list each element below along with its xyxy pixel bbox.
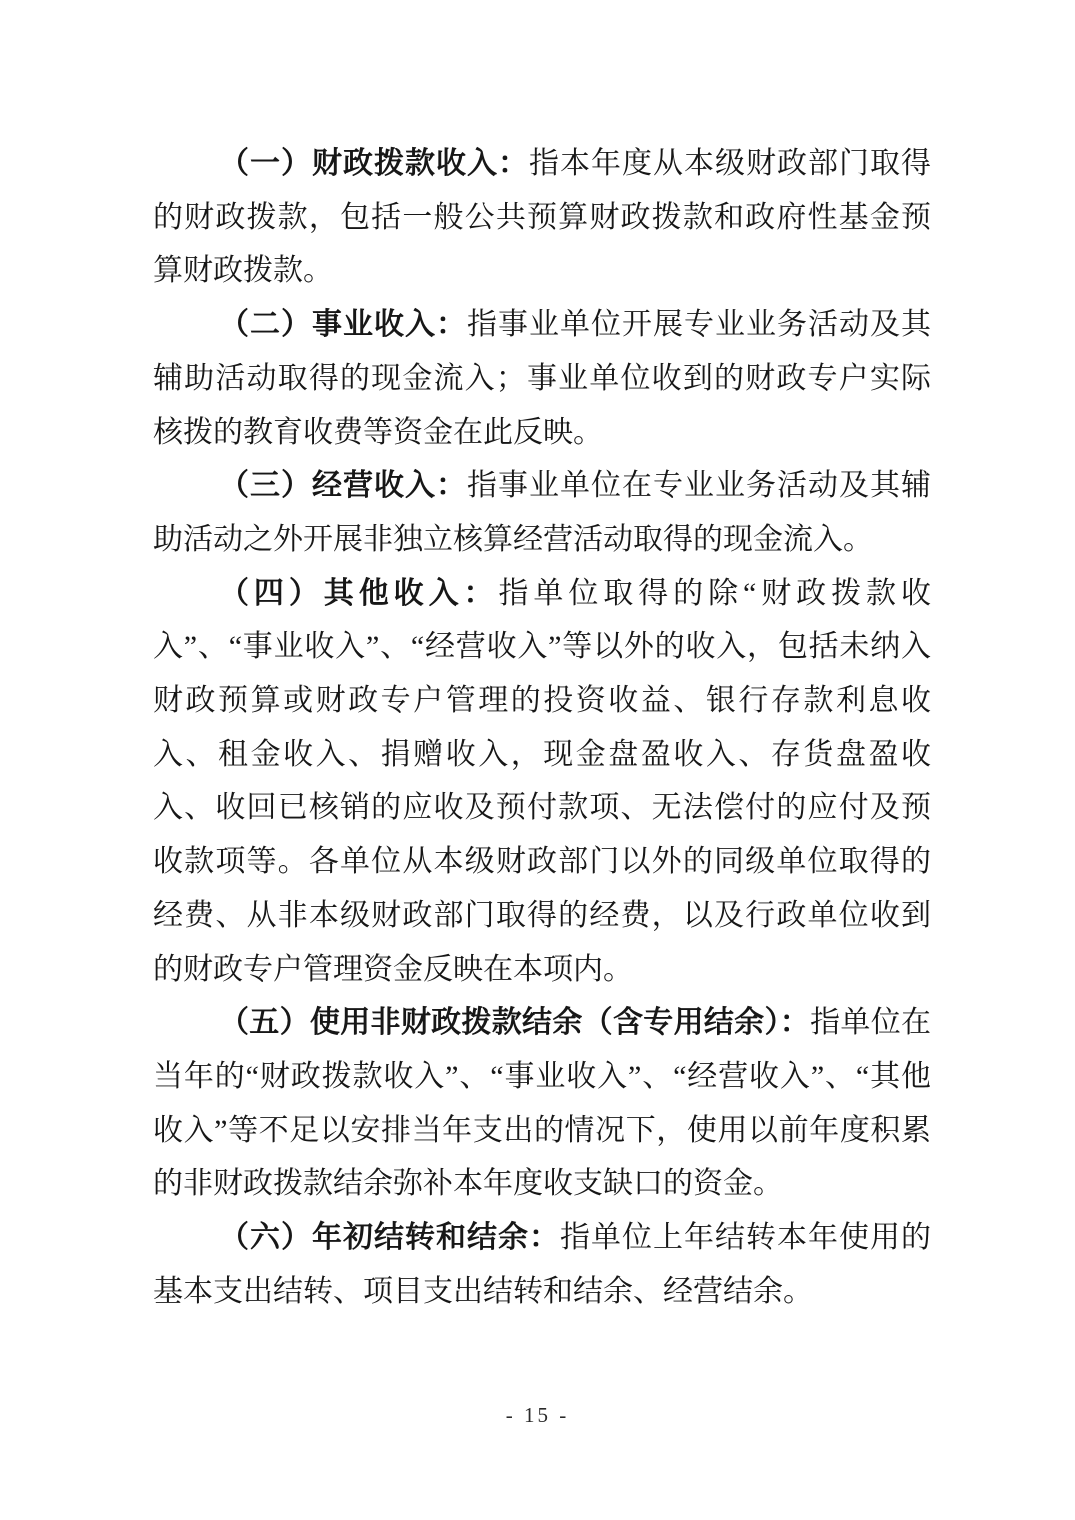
paragraph-institutional-income [153,298,931,459]
paragraph-body: 指事业单位在专业业务活动及其辅助活动之外开展非独立核算经营活动取得的现金流入。 [153,469,931,556]
paragraph-lead: （四）其他收入： [219,576,499,610]
paragraph-body: 指单位取得的除“财政拨款收入”、“事业收入”、“经营收入”等以外的收入，包括未纳入财政预算或财政专户管理的投资收益、银行存款利息收入、租金收入、捐赠收入，现金盘盈收入、存货盘盈收入、收回已核销的应收及预付款项、无法偿付的应付及预收款项等。各单位从本级财政部门以外的同级单位取得的经费、从非本级财政部门取得的经费，以及行政单位收到的财政专户管理资金反映在本项内。 [153,576,931,986]
paragraph-lead: （六）年初结转和结余： [219,1221,560,1255]
paragraph-fiscal-appropriation-income [153,137,931,298]
paragraph-non-fiscal-surplus-usage [153,996,931,1211]
document-content [153,137,931,1318]
paragraph-operating-income [153,459,931,566]
paragraph-lead: （三）经营收入： [219,469,467,503]
page-number: - 15 - [505,1403,570,1427]
paragraph-lead: （二）事业收入： [219,308,467,342]
paragraph-body: 指单位在当年的“财政拨款收入”、“事业收入”、“经营收入”、“其他收入”等不足以安排当年支出的情况下，使用以前年度积累的非财政拨款结余弥补本年度收支缺口的资金。 [153,1006,932,1201]
paragraph-lead: （一）财政拨款收入： [219,147,529,180]
paragraph-other-income [153,567,931,997]
paragraph-lead: （五）使用非财政拨款结余（含专用结余）： [219,1006,811,1040]
paragraph-carryover-and-surplus [153,1211,931,1318]
paragraph-body: 指事业单位开展专业业务活动及其辅助活动取得的现金流入；事业单位收到的财政专户实际核拨的教育收费等资金在此反映。 [153,308,931,449]
paragraph-body: 指单位上年结转本年使用的基本支出结转、项目支出结转和结余、经营结余。 [153,1221,931,1308]
paragraph-body: 指本年度从本级财政部门取得的财政拨款，包括一般公共预算财政拨款和政府性基金预算财政拨款。 [153,147,931,288]
